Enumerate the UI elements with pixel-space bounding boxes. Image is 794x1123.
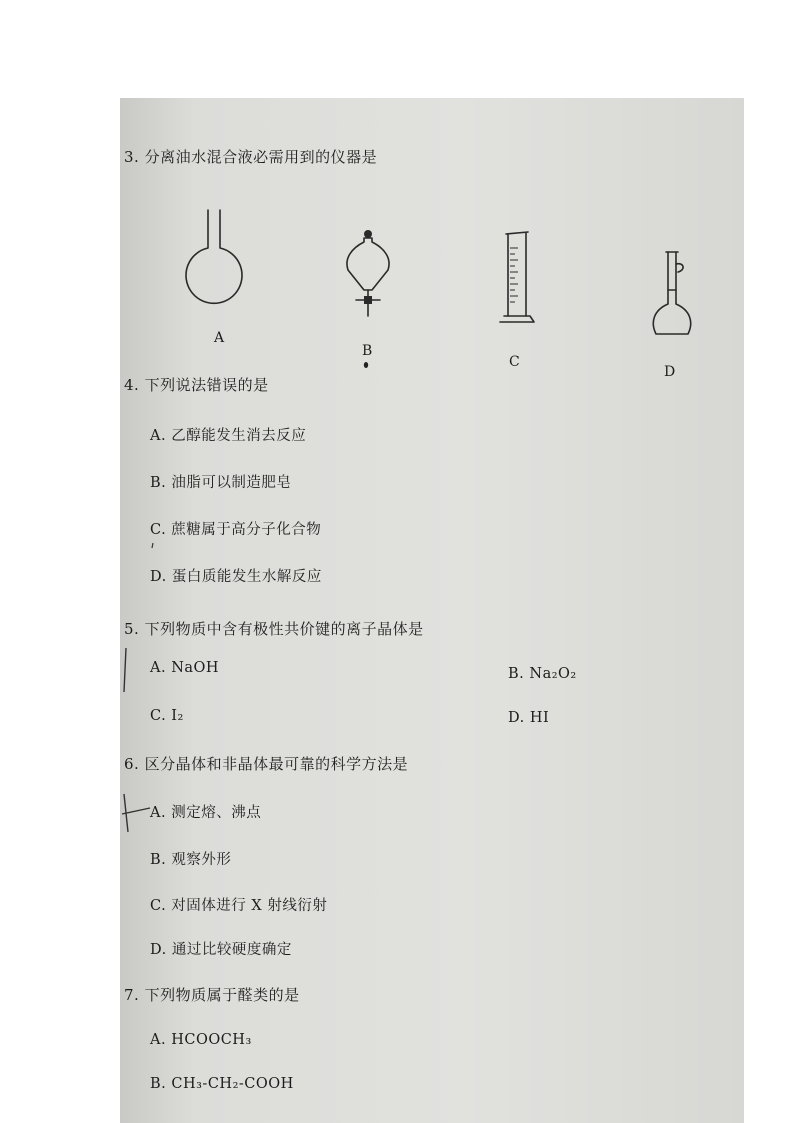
exam-sheet [120,98,744,1123]
question-3: 3. 分离油水混合液必需用到的仪器是 [124,148,378,166]
instrument-label-a: A [214,330,225,346]
option-4c: C. 蔗糖属于高分子化合物 [150,522,322,538]
volumetric-flask-icon [648,248,698,344]
option-5d: D. HI [508,710,550,726]
option-5b: B. Na₂O₂ [508,666,577,682]
option-4d: D. 蛋白质能发生水解反应 [150,569,322,585]
pencil-mark-icon [120,646,134,696]
graduated-cylinder-icon [498,230,538,328]
question-5: 5. 下列物质中含有极性共价键的离子晶体是 [124,620,424,638]
option-6b: B. 观察外形 [150,852,232,868]
ink-dot-icon [150,542,156,550]
option-4a: A. 乙醇能发生消去反应 [150,428,307,444]
option-6c: C. 对固体进行 X 射线衍射 [150,898,328,914]
option-5a: A. NaOH [150,660,220,676]
option-7a: A. HCOOCH₃ [150,1032,252,1048]
ink-dot-icon [362,360,370,370]
question-6: 6. 区分晶体和非晶体最可靠的科学方法是 [124,755,409,773]
question-4: 4. 下列说法错误的是 [124,376,269,394]
option-7b: B. CH₃-CH₂-COOH [150,1076,294,1092]
instrument-label-d: D [664,364,676,380]
option-4b: B. 油脂可以制造肥皂 [150,475,292,491]
instrument-label-b: B [362,343,373,359]
option-6a: A. 测定熔、沸点 [150,805,262,821]
check-mark-icon [120,788,154,838]
option-5c: C. I₂ [150,708,184,724]
round-bottom-flask-icon [182,208,246,300]
option-6d: D. 通过比较硬度确定 [150,942,292,958]
separatory-funnel-icon [342,226,394,318]
instrument-label-c: C [509,354,520,370]
question-7: 7. 下列物质属于醛类的是 [124,986,300,1004]
